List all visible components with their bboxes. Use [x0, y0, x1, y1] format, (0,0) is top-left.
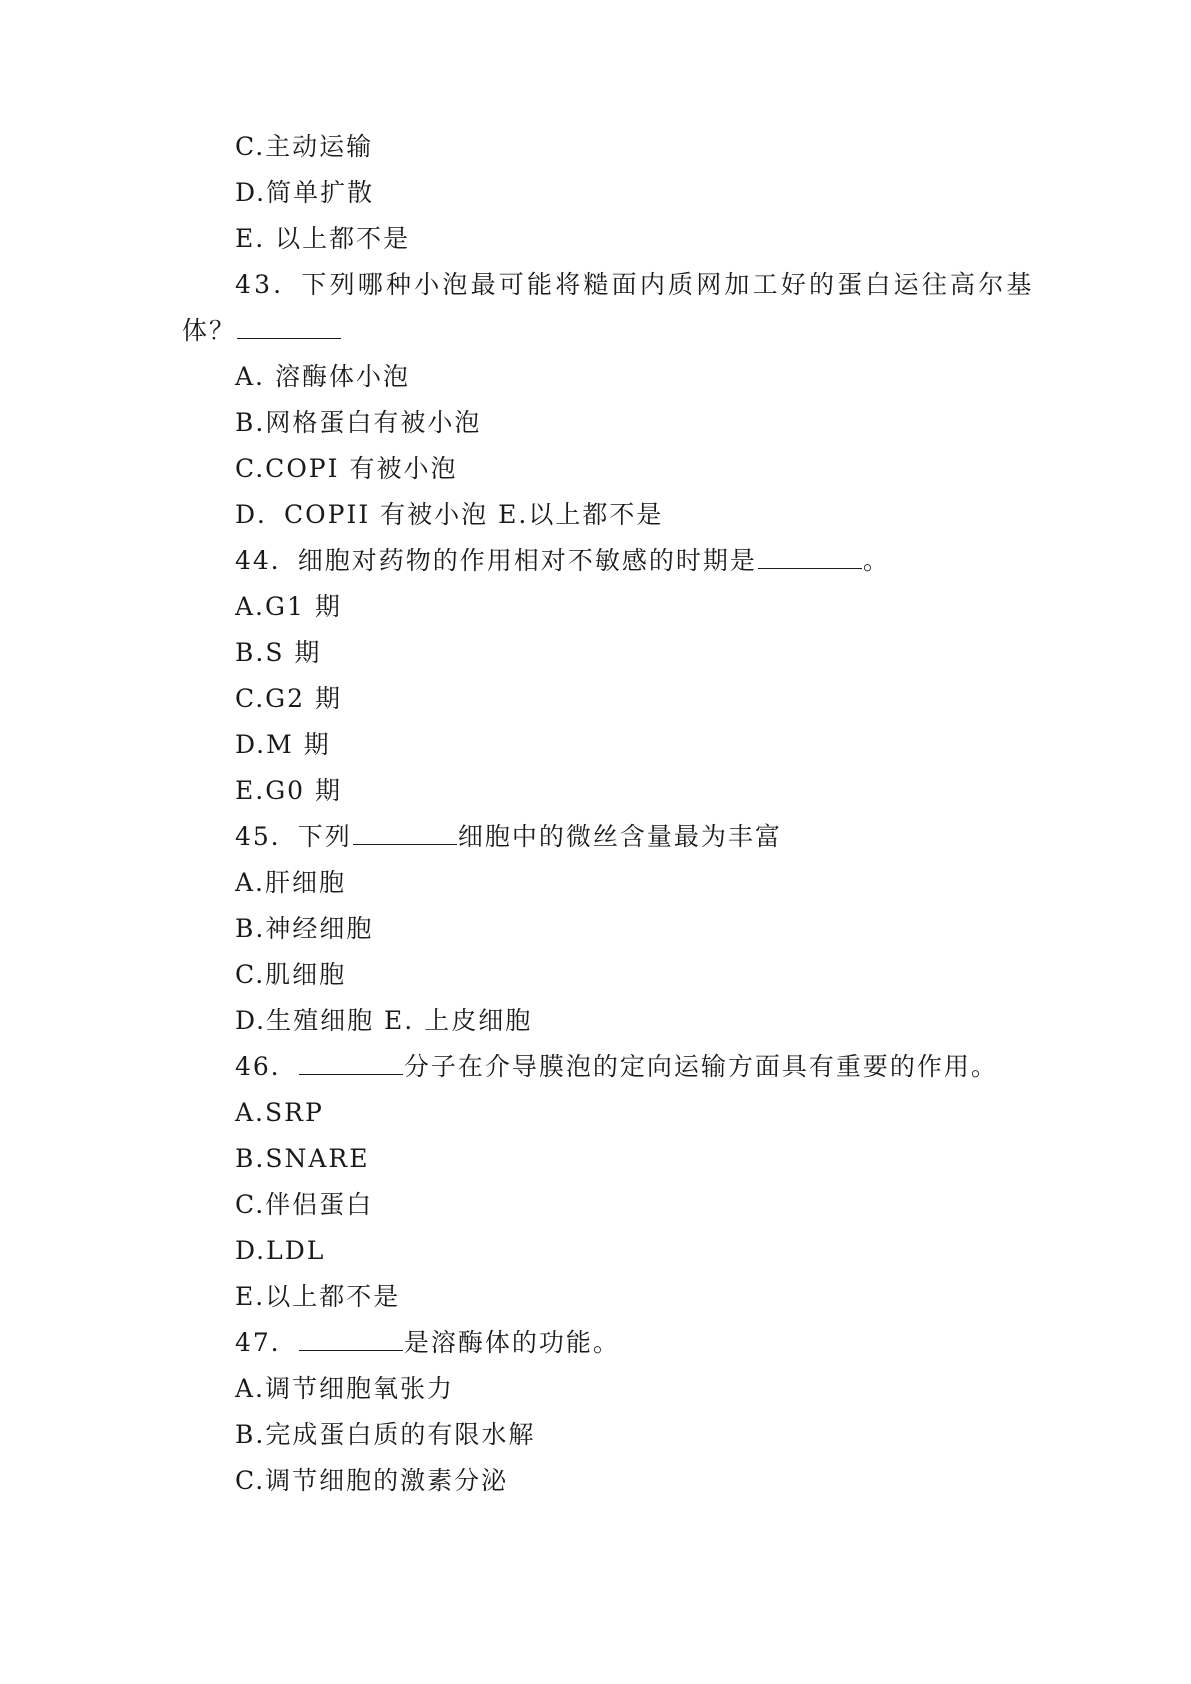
q46-stem-prefix: 46． [235, 1052, 298, 1081]
q44-answer-blank [758, 546, 862, 569]
q44-stem [235, 546, 890, 576]
q46-option-e: E.以上都不是 [235, 1282, 401, 1311]
q46-answer-blank [299, 1052, 403, 1075]
q44-option-e: E.G0 期 [235, 776, 343, 805]
q47-stem-suffix: 是溶酶体的功能。 [403, 1328, 620, 1357]
q44-option-d: D.M 期 [235, 730, 331, 759]
q45-stem [235, 822, 782, 852]
q43-answer-blank [237, 316, 341, 339]
q47-answer-blank [299, 1328, 403, 1351]
q44-stem-suffix: 。 [862, 546, 890, 575]
q46-option-d: D.LDL [235, 1236, 326, 1265]
q45-option-d-e: D.生殖细胞 E. 上皮细胞 [235, 1006, 533, 1035]
q43-stem-line1: 43．下列哪种小泡最可能将糙面内质网加工好的蛋白运往高尔基 [235, 270, 1035, 299]
q45-answer-blank [353, 822, 457, 845]
q47-option-b: B.完成蛋白质的有限水解 [235, 1420, 536, 1449]
q47-stem [235, 1328, 620, 1358]
q43-option-a: A. 溶酶体小泡 [235, 362, 410, 391]
q46-option-a: A.SRP [235, 1098, 324, 1127]
q45-option-a: A.肝细胞 [235, 868, 347, 897]
q43-stem-line2 [182, 316, 342, 346]
q43-stem-line2-text: 体？ [182, 316, 237, 345]
q42-option-c: C.主动运输 [235, 132, 374, 161]
q46-option-b: B.SNARE [235, 1144, 370, 1173]
q44-option-c: C.G2 期 [235, 684, 343, 713]
q45-stem-suffix: 细胞中的微丝含量最为丰富 [457, 822, 782, 851]
q44-option-b: B.S 期 [235, 638, 322, 667]
q47-option-c: C.调节细胞的激素分泌 [235, 1466, 509, 1495]
q45-option-b: B.神经细胞 [235, 914, 374, 943]
q43-option-d-e: D．COPII 有被小泡 E.以上都不是 [235, 500, 664, 529]
q44-option-a: A.G1 期 [235, 592, 342, 621]
q45-stem-prefix: 45．下列 [235, 822, 352, 851]
q43-option-b: B.网格蛋白有被小泡 [235, 408, 482, 437]
q46-option-c: C.伴侣蛋白 [235, 1190, 374, 1219]
q46-stem [235, 1052, 998, 1082]
q43-option-c: C.COPI 有被小泡 [235, 454, 458, 483]
q46-stem-suffix: 分子在介导膜泡的定向运输方面具有重要的作用。 [403, 1052, 998, 1081]
q47-stem-prefix: 47． [235, 1328, 298, 1357]
q45-option-c: C.肌细胞 [235, 960, 347, 989]
q42-option-e: E. 以上都不是 [235, 224, 411, 253]
q44-stem-prefix: 44．细胞对药物的作用相对不敏感的时期是 [235, 546, 757, 575]
q47-option-a: A.调节细胞氧张力 [235, 1374, 455, 1403]
q42-option-d: D.简单扩散 [235, 178, 375, 207]
